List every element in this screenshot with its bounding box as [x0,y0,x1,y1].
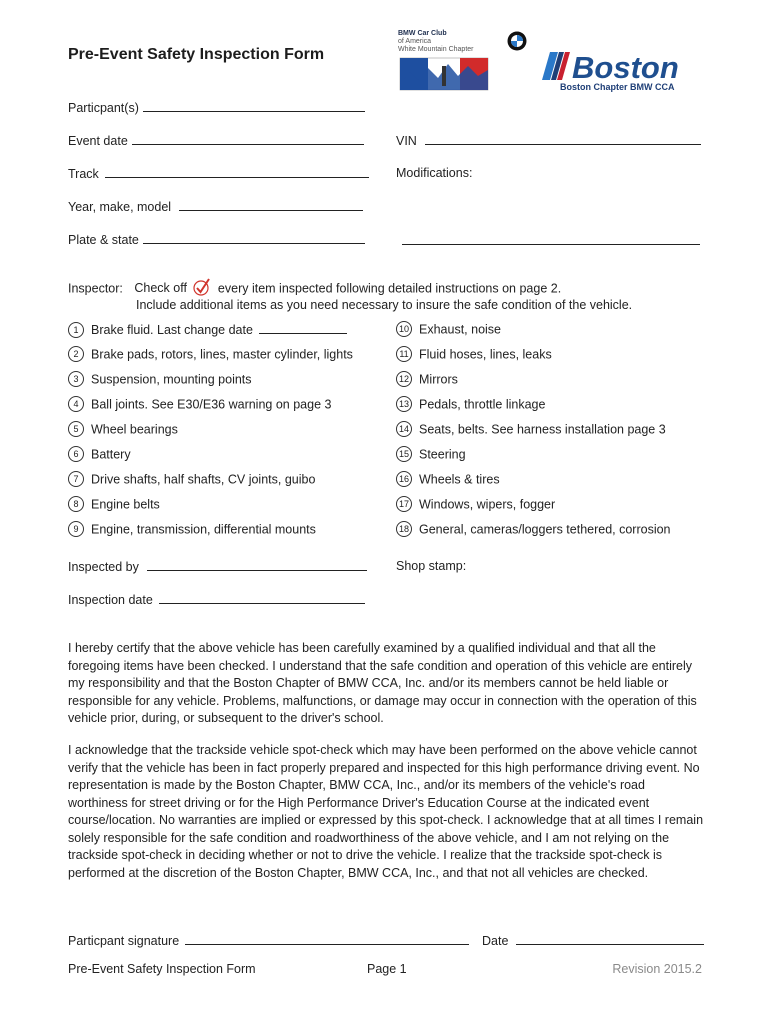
year-make-model-label: Year, make, model [68,200,172,214]
item-label: Battery [91,447,131,462]
item-number-badge[interactable]: 9 [68,521,84,537]
instructions-line-2: Include additional items as you need necessary to insure the safe condition of the vehicle. [136,298,633,312]
plate-state-label: Plate & state [68,233,139,247]
inspected-by-line[interactable] [147,559,367,571]
red-checkmark-icon [192,278,212,296]
checklist-item[interactable] [396,497,555,513]
checklist-item[interactable] [396,422,666,438]
inspection-date-field[interactable] [68,592,365,607]
mountain-flag-icon [398,54,490,92]
plate-state-line[interactable] [143,232,365,244]
checklist-item[interactable] [68,322,347,339]
signature-date-field[interactable] [482,933,704,948]
item-label: Pedals, throttle linkage [419,397,546,412]
item-label: Engine belts [91,497,160,512]
signature-date-line[interactable] [516,933,704,945]
event-date-field[interactable] [68,133,364,148]
item-number-badge[interactable]: 8 [68,496,84,512]
modifications-label: Modifications: [396,166,473,180]
boston-logo-text: Boston [572,50,679,82]
vin-label: VIN [396,134,417,148]
item-label: Seats, belts. See harness installation page 3 [419,422,666,437]
inspector-instructions [68,280,561,298]
checklist-item[interactable] [396,447,466,463]
checklist-item[interactable] [68,497,160,513]
item-label: Fluid hoses, lines, leaks [419,347,552,362]
checklist-item[interactable] [396,322,501,338]
inspected-by-field[interactable] [68,559,367,574]
item-number-badge[interactable]: 18 [396,521,412,537]
inspection-date-label: Inspection date [68,593,153,607]
item-number-badge[interactable]: 2 [68,346,84,362]
checklist-item[interactable] [68,372,252,388]
participants-line[interactable] [143,100,365,112]
participant-signature-label: Particpant signature [68,934,180,948]
checklist-item[interactable] [68,472,315,488]
track-line[interactable] [105,166,369,178]
item-label: General, cameras/loggers tethered, corrosion [419,522,671,537]
item-number-badge[interactable]: 15 [396,446,412,462]
item-label: Brake fluid. Last change date [91,323,253,337]
certification-paragraph: I hereby certify that the above vehicle has been carefully examined by a qualified individual and that all the foregoing items have been checked. I understand that the safe condition and operation of this vehicle are entirely my responsibility and that the Boston Chapter of BMW CCA, Inc. and/or its members cannot be held liable or responsible for any vehicle. Problems, malfunctions, or damage may occur in connection with the operation of this vehicle prior, during, or subsequent to the driver's school. [68,641,697,725]
item-number-badge[interactable]: 17 [396,496,412,512]
item-number-badge[interactable]: 16 [396,471,412,487]
brake-fluid-date-line[interactable] [259,322,347,334]
checklist-item[interactable] [68,422,178,438]
item-number-badge[interactable]: 1 [68,322,84,338]
inspector-label: Inspector: [68,281,123,296]
inspection-date-line[interactable] [159,592,365,604]
checklist-item[interactable] [68,522,316,538]
checklist-item[interactable] [68,347,353,363]
checklist-item[interactable] [68,397,331,413]
item-number-badge[interactable]: 14 [396,421,412,437]
item-label: Ball joints. See E30/E36 warning on page 3 [91,397,332,412]
boston-logo-subtitle: Boston Chapter BMW CCA [560,82,675,92]
item-label: Mirrors [419,372,458,387]
checklist-item[interactable] [396,472,500,488]
shop-stamp-label: Shop stamp: [396,559,467,573]
checklist-item[interactable] [396,397,545,413]
participant-signature-line[interactable] [185,933,469,945]
boston-logo-icon [542,50,698,82]
item-number-badge[interactable]: 11 [396,346,412,362]
instructions-line-1: every item inspected following detailed instructions on page 2. [217,281,562,296]
participant-signature-field[interactable] [68,933,469,948]
footer-revision: Revision 2015.2 [612,962,702,976]
checklist-item[interactable] [396,372,458,388]
checklist-item[interactable] [396,347,552,363]
check-off-text: Check off [134,281,187,296]
track-label: Track [68,167,99,181]
item-label: Engine, transmission, differential mounts [91,522,316,537]
page-title: Pre-Event Safety Inspection Form [68,46,325,63]
acknowledgement-paragraph: I acknowledge that the trackside vehicle spot-check which may have been performed on the above vehicle cannot verify that the vehicle has been in fact properly prepared and inspected for this high performance driving event. No representation is made by the Boston Chapter, BMW CCA, Inc., and/or its members of the vehicle's road worthiness for street driving or for the High Performance Driver's Education Course at the indicated event course/location. No warranties are implied or expressed by this spot-check. I acknowledge that at all times I remain solely responsible for the safe condition and roadworthiness of the above vehicle, and I am not relying on the trackside spot-check in deciding whether or not to drive the vehicle. I realize that the trackside spot-check is performed at the discretion of the Boston Chapter, BMW CCA, Inc., and that not all vehicles are checked. [68,743,704,880]
item-label: Windows, wipers, fogger [419,497,556,512]
item-number-badge[interactable]: 6 [68,446,84,462]
item-number-badge[interactable]: 7 [68,471,84,487]
club-logo-text: BMW Car Club of America White Mountain Chapter [398,30,474,53]
item-label: Steering [419,447,466,462]
footer-form-title: Pre-Event Safety Inspection Form [68,962,256,976]
signature-date-label: Date [482,934,509,948]
item-label: Exhaust, noise [419,322,501,337]
item-label: Drive shafts, half shafts, CV joints, guibo [91,472,316,487]
checklist-item[interactable] [396,522,671,538]
item-label: Brake pads, rotors, lines, master cylinder, lights [91,347,353,362]
participants-label: Particpant(s) [68,101,139,115]
bmw-roundel-icon [507,31,527,51]
modifications-line[interactable] [402,244,700,245]
club-logo [398,30,490,95]
event-date-line[interactable] [132,133,364,145]
item-label: Suspension, mounting points [91,372,252,387]
year-make-model-line[interactable] [179,199,363,211]
item-label: Wheel bearings [91,422,178,437]
plate-state-field[interactable] [68,232,365,247]
item-number-badge[interactable]: 13 [396,396,412,412]
item-number-badge[interactable]: 12 [396,371,412,387]
item-number-badge[interactable]: 3 [68,371,84,387]
track-field[interactable] [68,166,369,181]
item-number-badge[interactable]: 10 [396,321,412,337]
event-date-label: Event date [68,134,128,148]
item-number-badge[interactable]: 5 [68,421,84,437]
checklist-item[interactable] [68,447,131,463]
item-number-badge[interactable]: 4 [68,396,84,412]
footer-page-number: Page 1 [367,962,407,976]
year-make-model-field[interactable] [68,199,363,214]
item-label: Wheels & tires [419,472,500,487]
vin-field[interactable] [396,133,701,148]
participants-field[interactable] [68,100,365,115]
inspected-by-label: Inspected by [68,560,139,574]
vin-line[interactable] [425,133,701,145]
